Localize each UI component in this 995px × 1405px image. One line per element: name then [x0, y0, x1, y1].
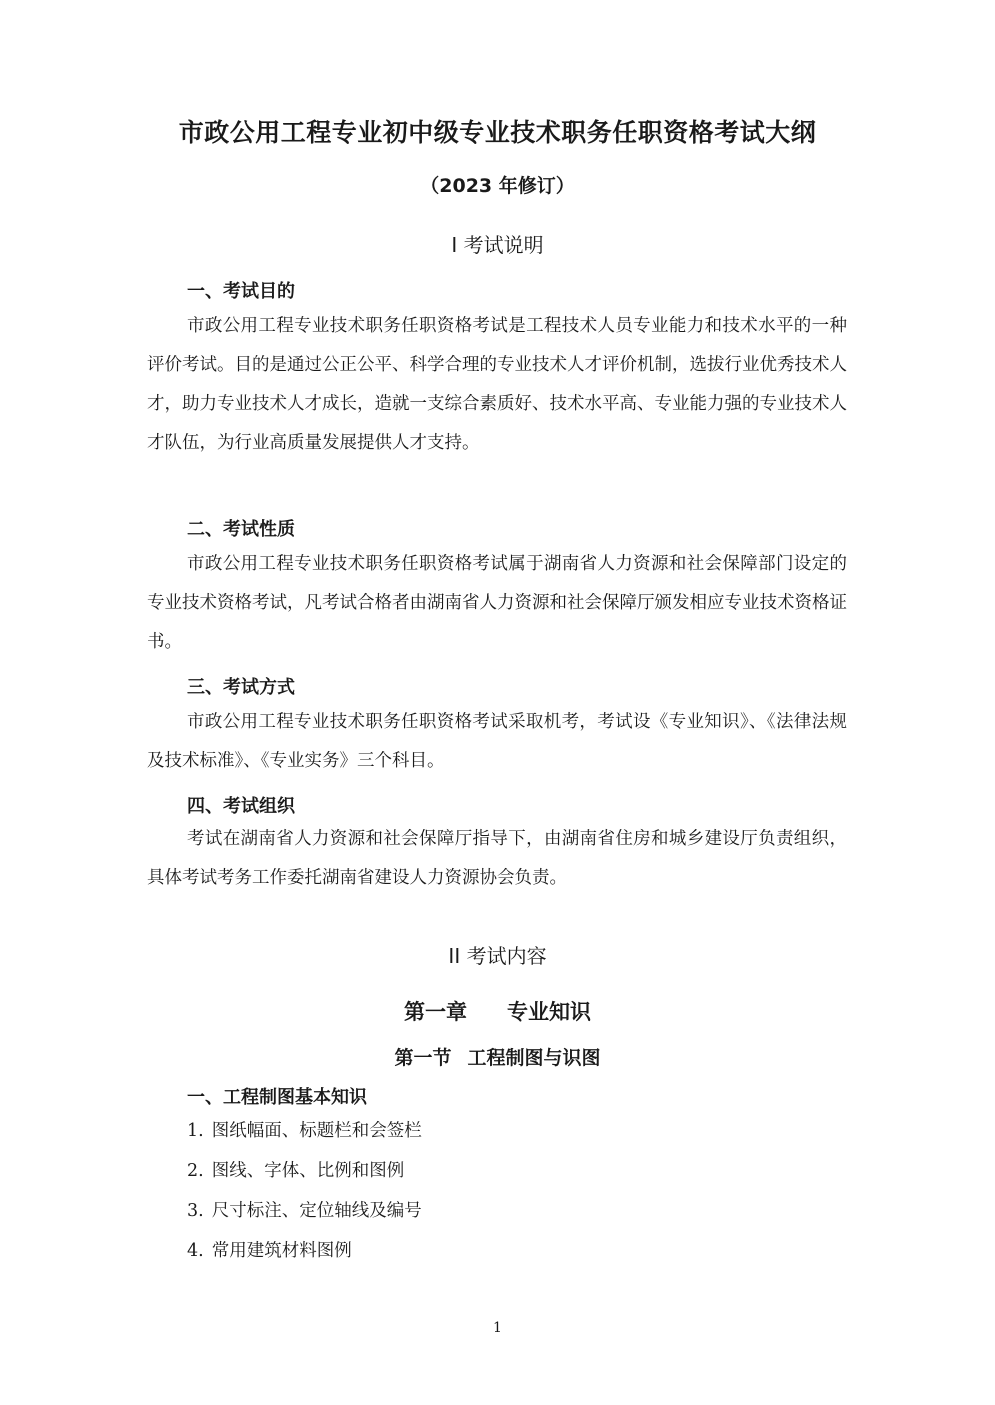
- part-title-exam-content: II 考试内容: [448, 944, 547, 968]
- document-title: 市政公用工程专业初中级专业技术职务任职资格考试大纲: [178, 118, 817, 147]
- subsection-heading: 一、工程制图基本知识: [187, 1087, 367, 1108]
- list-item: [187, 1117, 422, 1142]
- list-item-number: 2.: [187, 1161, 204, 1181]
- chapter-number: 第一章: [404, 1000, 467, 1024]
- chapter-title: [0, 996, 995, 1026]
- paragraph-exam-organization: 考试在湖南省人力资源和社会保障厅指导下，由湖南省住房和城乡建设厅负责组织，具体考试考务工作委托湖南省建设人力资源协会负责。: [147, 829, 847, 888]
- list-item-text: 图纸幅面、标题栏和会签栏: [211, 1121, 422, 1141]
- section-heading-exam-organization: 四、考试组织: [187, 796, 295, 817]
- list-item-number: 3.: [187, 1201, 204, 1221]
- list-item: [187, 1197, 422, 1222]
- list-item-text: 图线、字体、比例和图例: [211, 1161, 405, 1181]
- section-heading-exam-nature: 二、考试性质: [187, 519, 295, 540]
- section-number: 第一节: [394, 1047, 452, 1069]
- section-heading-exam-purpose: 一、考试目的: [187, 281, 295, 302]
- list-item-number: 1.: [187, 1121, 204, 1141]
- section-title: [0, 1043, 995, 1070]
- section-heading-exam-method: 三、考试方式: [187, 677, 295, 698]
- list-item-number: 4.: [187, 1241, 204, 1261]
- paragraph-exam-purpose: 市政公用工程专业技术职务任职资格考试是工程技术人员专业能力和技术水平的一种评价考试。目的是通过公正公平、科学合理的专业技术人才评价机制，选拔行业优秀技术人才，助力专业技术人才成长，造就一支综合素质好、技术水平高、专业能力强的专业技术人才队伍，为行业高质量发展提供人才支持。: [147, 316, 847, 453]
- list-item: [187, 1237, 352, 1262]
- document-subtitle: （2023 年修订）: [420, 175, 575, 197]
- chapter-name: 专业知识: [507, 1000, 591, 1024]
- paragraph-exam-method: 市政公用工程专业技术职务任职资格考试采取机考，考试设《专业知识》、《法律法规及技术标准》、《专业实务》三个科目。: [147, 712, 847, 771]
- paragraph-exam-nature: 市政公用工程专业技术职务任职资格考试属于湖南省人力资源和社会保障部门设定的专业技术资格考试，凡考试合格者由湖南省人力资源和社会保障厅颁发相应专业技术资格证书。: [147, 554, 847, 652]
- list-item-text: 常用建筑材料图例: [211, 1241, 352, 1261]
- part-title-exam-description: I 考试说明: [451, 233, 544, 257]
- section-name: 工程制图与识图: [467, 1047, 601, 1069]
- list-item: [187, 1157, 404, 1182]
- page-number: 1: [493, 1320, 502, 1336]
- list-item-text: 尺寸标注、定位轴线及编号: [211, 1201, 422, 1221]
